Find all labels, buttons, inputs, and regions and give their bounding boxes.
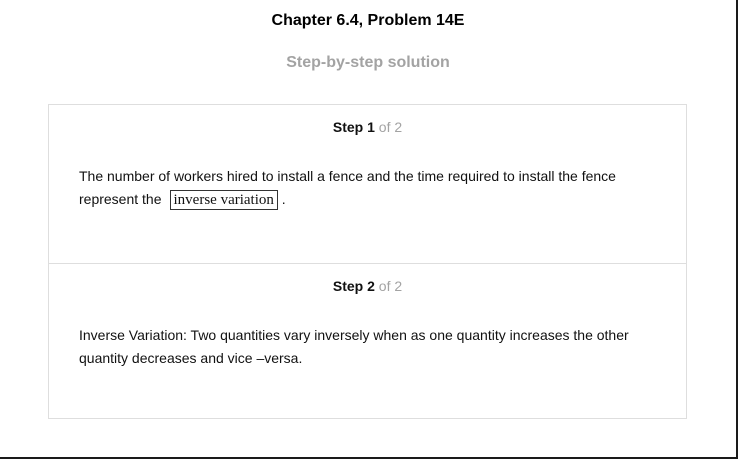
step-2-header — [49, 278, 686, 294]
step-1-text-line2: represent the — [79, 191, 162, 207]
step-1-body — [79, 165, 659, 211]
solution-container — [48, 104, 687, 419]
step-1-text-line2-row — [79, 188, 659, 211]
step-1-header — [49, 119, 686, 135]
step-1-number: 1 — [367, 119, 375, 135]
chapter-title: Chapter 6.4, Problem 14E — [271, 12, 465, 29]
step-1-label: Step — [332, 119, 364, 135]
step-1-text-line1: The number of workers hired to install a fence and the time required to install the fence — [79, 168, 616, 184]
answer-box: inverse variation — [170, 190, 278, 210]
step-2-body — [79, 324, 659, 370]
solution-subtitle: Step-by-step solution — [286, 54, 450, 71]
step-1-of-total: of 2 — [378, 119, 403, 135]
step-2-of-total: of 2 — [378, 278, 403, 294]
step-1-section — [49, 105, 686, 264]
step-2-text-line1: Inverse Variation: Two quantities vary inversely when as one quantity increases the other — [79, 327, 629, 343]
step-2-text-line2: quantity decreases and vice –versa. — [79, 350, 303, 366]
step-1-trailing: . — [281, 191, 286, 207]
step-2-number: 2 — [367, 278, 375, 294]
step-2-section — [49, 264, 686, 418]
step-2-label: Step — [332, 278, 364, 294]
